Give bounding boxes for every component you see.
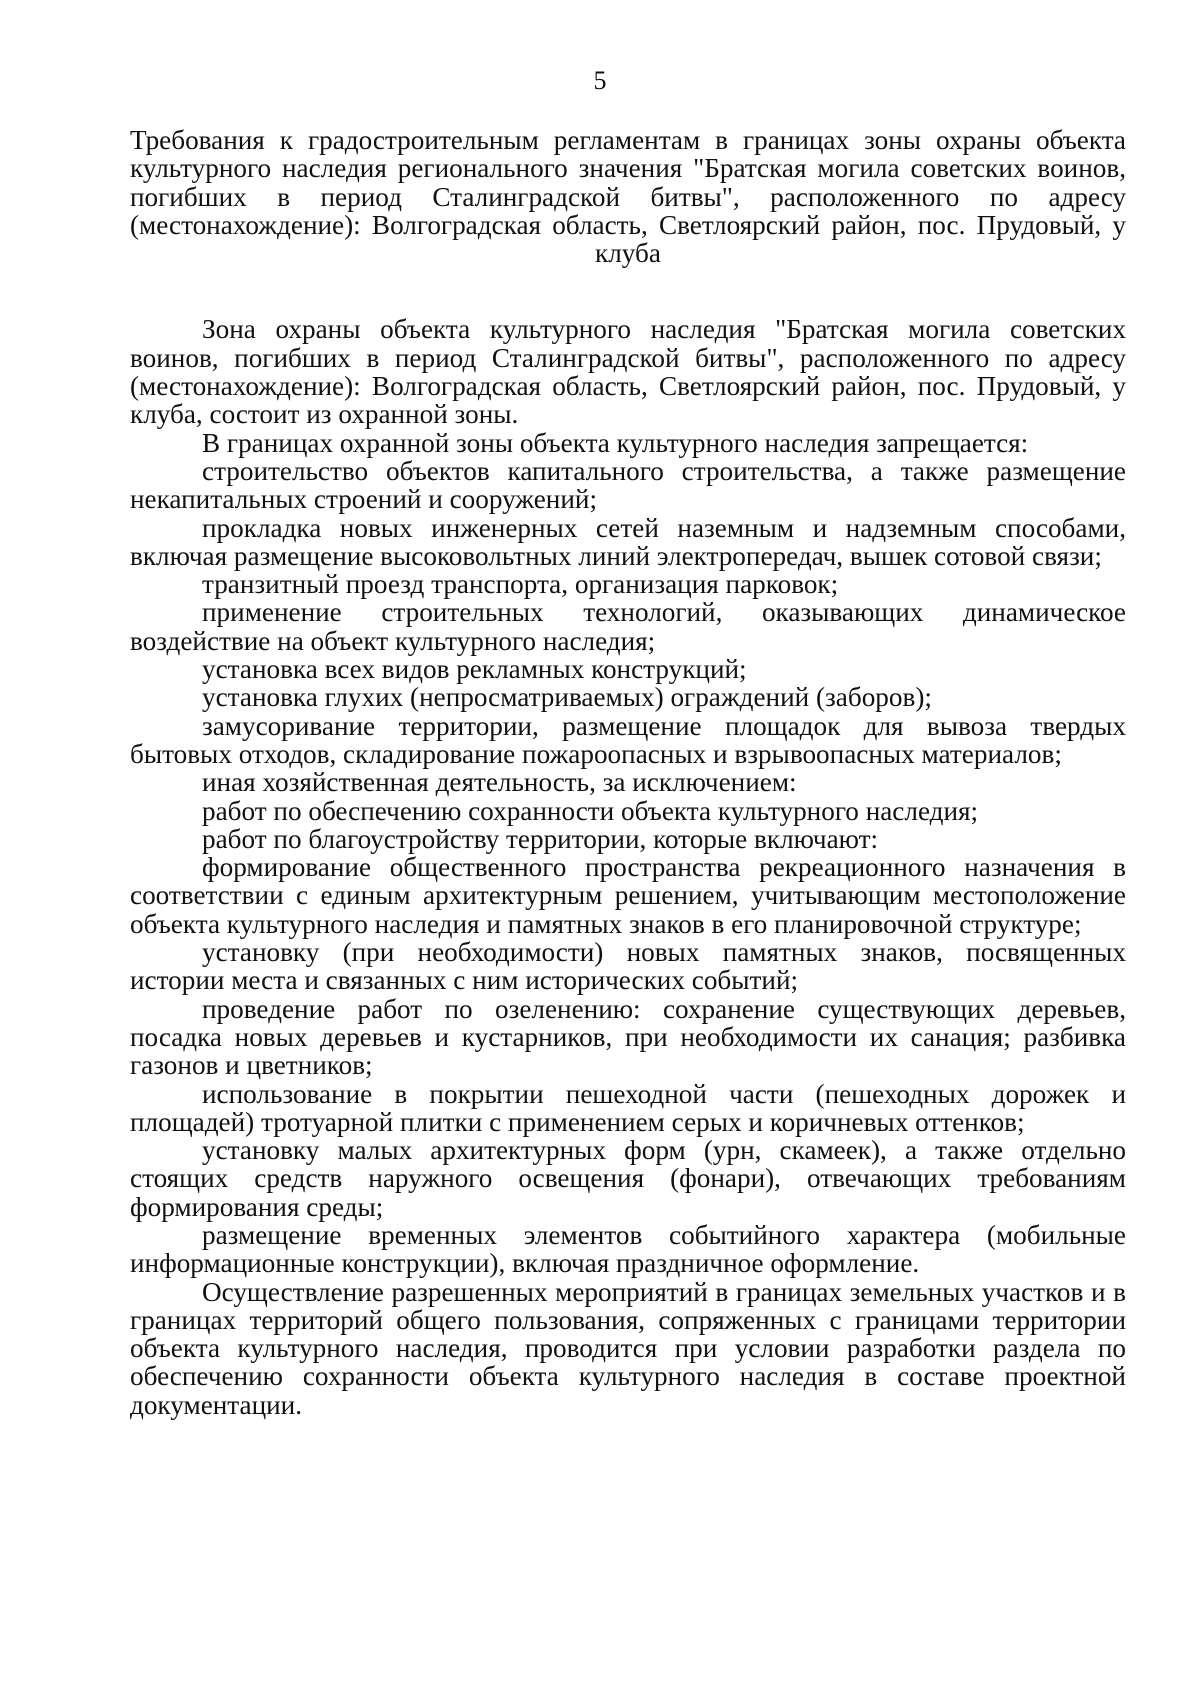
list-item: установка всех видов рекламных конструкций; (202, 654, 747, 685)
page-number: 5 (593, 66, 607, 95)
list-item: работ по обеспечению сохранности объекта культурного наследия; (202, 795, 979, 826)
list-item: проведение работ по озеленению: сохранение существующих деревьев, посадка новых деревьев и кустарников, при необходимости их санация; разбивка газонов и цветников; (130, 993, 1126, 1081)
list-item: замусоривание территории, размещение площадок для вывоза твердых бытовых отходов, складирование пожароопасных и взрывоопасных материалов; (130, 710, 1126, 769)
list-item: строительство объектов капитального строительства, а также размещение некапитальных строений и сооружений; (130, 455, 1126, 515)
document-title: Требования к градостроительным регламентам в границах зоны охраны объекта культурного наследия регионального значения "Братская могила советских воинов, погибших в период Сталинградской битвы", расположенного по адресу (местонахождение): Волгоградская область, Светлоярский район, пос. Прудовый, у клуба (130, 125, 1126, 269)
title-spacer (130, 267, 1126, 315)
list-item: прокладка новых инженерных сетей наземным и надземным способами, включая размещение высоковольтных линий электропередач, вышек сотовой связи; (130, 512, 1126, 571)
list-item: работ по благоустройству территории, которые включают: (202, 823, 879, 854)
list-item: иная хозяйственная деятельность, за исключением: (202, 767, 797, 798)
paragraph-prohibitions-intro: В границах охранной зоны объекта культурного наследия запрещается: (202, 427, 1029, 458)
paragraph-conditions: Осуществление разрешенных мероприятий в границах земельных участков и в границах территорий общего пользования, сопряженных с границами территории объекта культурного наследия, проводится при условии разработки раздела по обеспечению сохранности объекта культурного наследия в составе проектной документации. (130, 1276, 1126, 1420)
list-item: установку (при необходимости) новых памятных знаков, посвященных истории места и связанных с ним исторических событий; (130, 937, 1126, 996)
list-item: установку малых архитектурных форм (урн, скамеек), а также отдельно стоящих средств наружного освещения (фонари), отвечающих требованиям формирования среды; (130, 1135, 1126, 1222)
list-item: формирование общественного пространства рекреационного назначения в соответствии с единым архитектурным решением, учитывающим местоположение объекта культурного наследия и памятных знаков в его планировочной структуре; (130, 852, 1126, 939)
list-item: размещение временных элементов событийного характера (мобильные информационные конструкции), включая праздничное оформление. (130, 1219, 1126, 1279)
document-body (130, 126, 1126, 1419)
list-item: установка глухих (непросматриваемых) ограждений (заборов); (202, 682, 932, 713)
list-item: использование в покрытии пешеходной части (пешеходных дорожек и площадей) тротуарной плитки с применением серых и коричневых оттенков; (130, 1078, 1126, 1137)
list-item: транзитный проезд транспорта, организация парковок; (202, 569, 839, 600)
paragraph-zone-composition: Зона охраны объекта культурного наследия "Братская могила советских воинов, погибших в период Сталинградской битвы", расположенного по адресу (местонахождение): Волгоградская область, Светлоярский район, пос. Прудовый, у клуба, состоит из охранной зоны. (130, 314, 1126, 430)
list-item: применение строительных технологий, оказывающих динамическое воздействие на объект культурного наследия; (130, 597, 1126, 656)
